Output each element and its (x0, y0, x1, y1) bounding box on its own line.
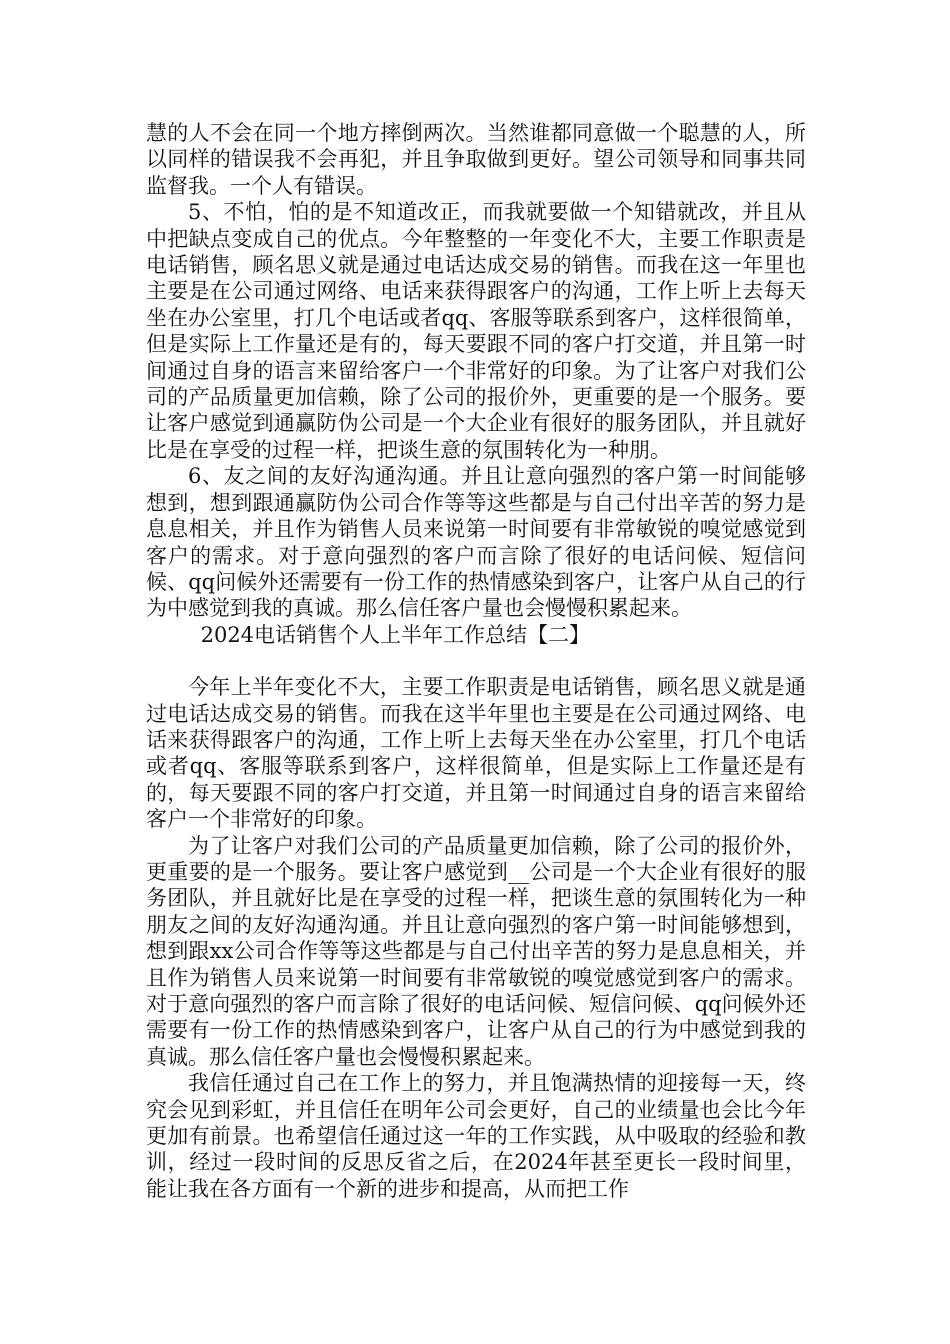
section-heading: 2024电话销售个人上半年工作总结【二】 (200, 622, 591, 647)
paragraph-5: 为了让客户对我们公司的产品质量更加信赖，除了公司的报价外，更重要的是一个服务。要让客户感觉到__公司是一个大企业有很好的服务团队，并且就好比是在享受的过程一样，把谈生意的氛围转化为一种朋友之间的友好沟通沟通。并且让意向强烈的客户第一时间能够想到，想到跟xx公司合作等等这些都是与自己付出辛苦的努力是息息相关，并且作为销售人员来说第一时间要有非常敏锐的嗅觉感觉到客户的需求。对于意向强烈的客户而言除了很好的电话问候、短信问候、qq问候外还需要有一份工作的热情感染到客户，让客户从自己的行为中感觉到我的真诚。那么信任客户量也会慢慢积累起来。 (146, 833, 806, 1069)
paragraph-1: 慧的人不会在同一个地方摔倒两次。当然谁都同意做一个聪慧的人，所以同样的错误我不会再犯，并且争取做到更好。望公司领导和同事共同监督我。一个人有错误。 (146, 121, 806, 198)
paragraph-3: 6、友之间的友好沟通沟通。并且让意向强烈的客户第一时间能够想到，想到跟通赢防伪公司合作等等这些都是与自己付出辛苦的努力是息息相关，并且作为销售人员来说第一时间要有非常敏锐的嗅觉感觉到客户的需求。对于意向强烈的客户而言除了很好的电话问候、短信问候、qq问候外还需要有一份工作的热情感染到客户，让客户从自己的行为中感觉到我的真诚。那么信任客户量也会慢慢积累起来。 (146, 464, 806, 621)
paragraph-4: 今年上半年变化不大，主要工作职责是电话销售，顾名思义就是通过电话达成交易的销售。而我在这半年里也主要是在公司通过网络、电话来获得跟客户的沟通，工作上听上去每天坐在办公室里，打几个电话或者qq、客服等联系到客户，这样很简单，但是实际上工作量还是有的，每天要跟不同的客户打交道，并且第一时间通过自身的语言来留给客户一个非常好的印象。 (146, 675, 806, 832)
paragraph-6: 我信任通过自己在工作上的努力，并且饱满热情的迎接每一天，终究会见到彩虹，并且信任在明年公司会更好，自己的业绩量也会比今年更加有前景。也希望信任通过这一年的工作实践，从中吸取的经验和教训，经过一段时间的反思反省之后，在2024年甚至更长一段时间里，能让我在各方面有一个新的进步和提高，从而把工作 (146, 1071, 806, 1201)
document-page (146, 120, 806, 1202)
paragraph-2: 5、不怕，怕的是不知道改正，而我就要做一个知错就改，并且从中把缺点变成自己的优点。今年整整的一年变化不大，主要工作职责是电话销售，顾名思义就是通过电话达成交易的销售。而我在这一年里也主要是在公司通过网络、电话来获得跟客户的沟通，工作上听上去每天坐在办公室里，打几个电话或者qq、客服等联系到客户，这样很简单，但是实际上工作量还是有的，每天要跟不同的客户打交道，并且第一时间通过自身的语言来留给客户一个非常好的印象。为了让客户对我们公司的产品质量更加信赖，除了公司的报价外，更重要的是一个服务。要让客户感觉到通赢防伪公司是一个大企业有很好的服务团队，并且就好比是在享受的过程一样，把谈生意的氛围转化为一种朋。 (146, 200, 806, 462)
